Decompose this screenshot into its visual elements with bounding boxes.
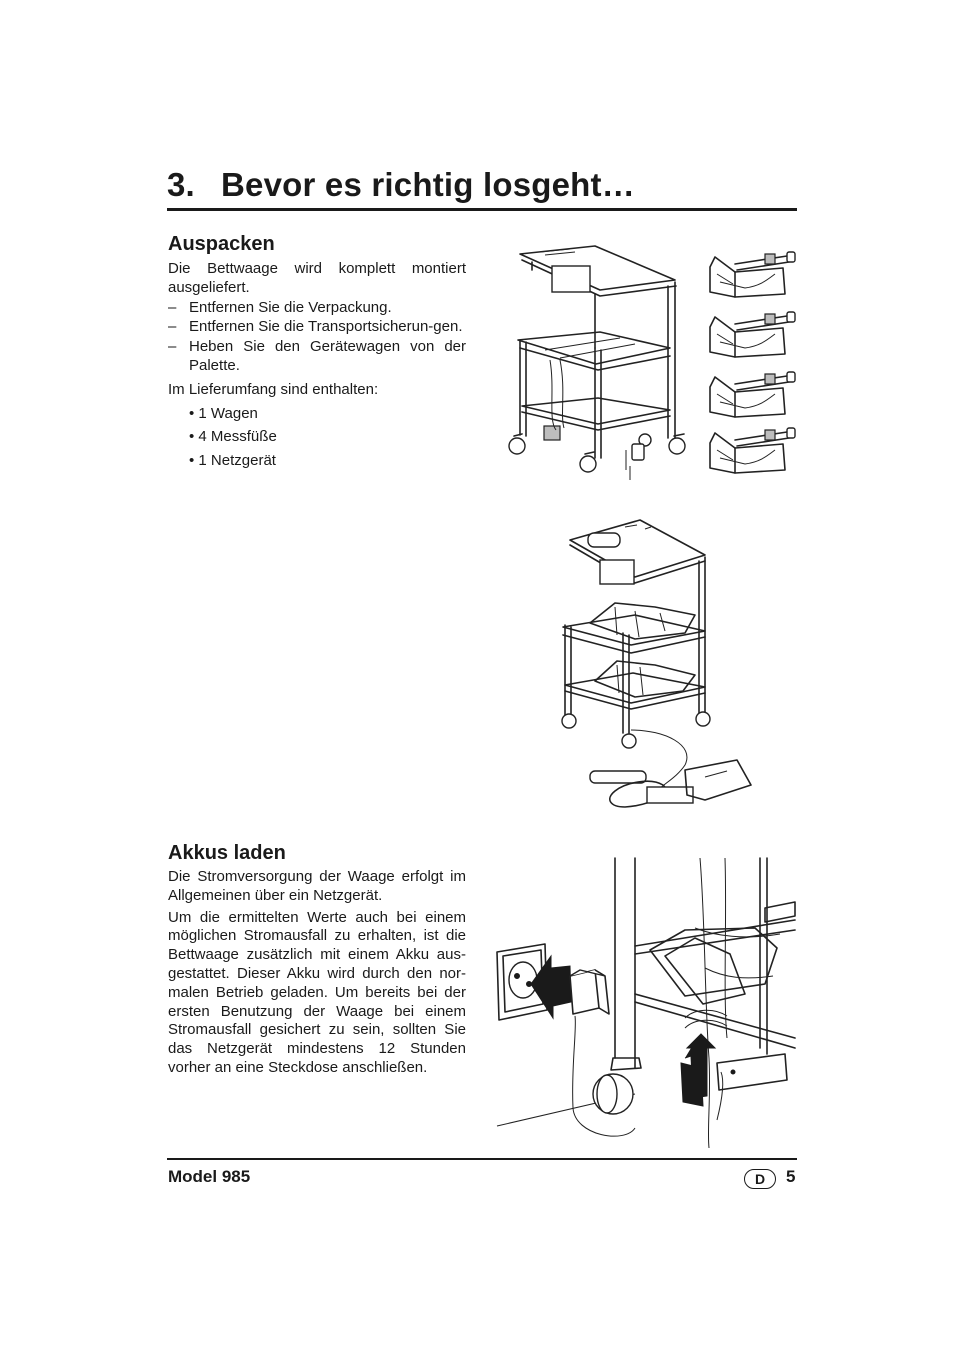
socket-power-supply-illustration — [495, 858, 795, 1148]
section-heading-unpack: Auspacken — [168, 233, 275, 255]
chapter-number: 3. — [167, 166, 195, 203]
measuring-foot-icon — [710, 252, 795, 297]
cart-with-feet-illustration — [500, 240, 800, 490]
step-text: Heben Sie den Gerätewagen von der Palette. — [189, 338, 466, 374]
chapter-title-text: Bevor es richtig losgeht… — [221, 166, 635, 203]
battery-text — [168, 868, 466, 1078]
step-item: – Entfernen Sie die Transportsicherun-gen. — [168, 318, 466, 337]
delivery-item: • 1 Wagen — [189, 404, 258, 422]
delivery-intro: Im Lieferumfang sind enthalten: — [168, 380, 379, 398]
footer-rule — [167, 1158, 797, 1160]
delivery-item: • 1 Netzgerät — [189, 452, 276, 470]
step-item: – Entfernen Sie die Verpackung. — [168, 299, 466, 318]
step-text: Entfernen Sie die Transportsicherun-gen. — [189, 318, 463, 336]
step-text: Entfernen Sie die Verpackung. — [189, 298, 392, 316]
measuring-foot-icon — [710, 428, 795, 473]
language-badge: D — [744, 1169, 776, 1189]
delivery-item: • 4 Messfüße — [189, 428, 277, 446]
model-label: Model 985 — [168, 1167, 251, 1186]
title-rule — [167, 208, 797, 211]
battery-para-2: Um die ermittelten Werte auch bei einem möglichen Stromausfall zu erhalten, ist die Bettwaage zusätzlich mit einem Akku aus-gestattet. Dieser Akku wird durch den nor-malen Betrieb geladen. Um bereits bei der ersten Benutzung der Waage bei einem Stromausfall gesichert zu sein, sollten Sie das Netzgerät mindestens 12 Stunden vorher an eine Steckdose anschließen. — [168, 908, 466, 1076]
unpack-intro: Die Bettwaage wird komplett montiert ausgeliefert. — [168, 260, 466, 296]
section-heading-battery: Akkus laden — [168, 842, 286, 864]
step-item: – Heben Sie den Gerätewagen von der Palette. — [168, 338, 466, 374]
unpack-text — [168, 260, 466, 471]
page-number: 5 — [786, 1167, 796, 1186]
chapter-title — [167, 166, 635, 204]
measuring-foot-icon — [710, 312, 795, 357]
measuring-foot-icon — [710, 372, 795, 417]
cart-loaded-illustration — [555, 515, 760, 815]
battery-para-1: Die Stromversorgung der Waage erfolgt im Allgemeinen über ein Netzgerät. — [168, 868, 466, 904]
